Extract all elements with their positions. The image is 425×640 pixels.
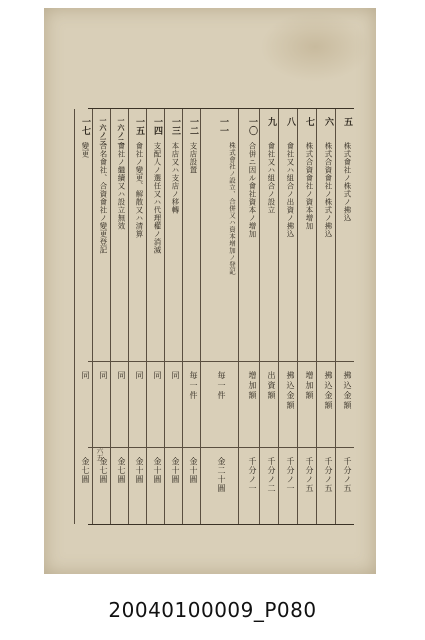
row-description: 支店設置 bbox=[189, 142, 198, 174]
table-row bbox=[335, 109, 355, 524]
row-number: 九 bbox=[266, 117, 276, 126]
row-rate: 金七圓 bbox=[117, 457, 126, 484]
row-rate: 千分ノ一 bbox=[248, 457, 257, 493]
tax-schedule-table bbox=[80, 108, 354, 525]
row-description: 會社ノ繼續又ハ設立無效 bbox=[117, 142, 126, 230]
row-number: 一七 bbox=[80, 117, 90, 135]
row-rate: 千分ノ五 bbox=[324, 457, 333, 493]
row-number: 一六ノ二 bbox=[117, 117, 126, 145]
row-unit: 同 bbox=[81, 371, 90, 381]
row-description: 會社ノ變更、解散又ハ清算 bbox=[135, 142, 144, 238]
row-number: 一〇 bbox=[247, 117, 257, 135]
row-rate: 千分ノ二 bbox=[267, 457, 276, 493]
row-rate: 金七圓 bbox=[99, 457, 108, 484]
row-unit: 同 bbox=[153, 371, 162, 381]
row-description: 支配人ノ選任又ハ代理權ノ消滅 bbox=[153, 142, 162, 254]
row-unit: 同 bbox=[135, 371, 144, 381]
row-description: 合併ニ因ル會社資本ノ增加 bbox=[248, 142, 257, 238]
table-row bbox=[164, 109, 183, 524]
row-number: 一二 bbox=[188, 117, 198, 135]
row-unit: 拂込金額 bbox=[343, 371, 352, 411]
row-description: 本店又ハ支店ノ移轉 bbox=[171, 142, 180, 214]
row-unit: 同 bbox=[99, 371, 108, 381]
row-rate: 千分ノ五 bbox=[305, 457, 314, 493]
row-number: 五 bbox=[342, 117, 352, 126]
row-number: 一六ノ三 bbox=[99, 117, 108, 145]
table-row bbox=[278, 109, 298, 524]
row-rate: 金十圓 bbox=[135, 457, 144, 484]
row-unit: 同 bbox=[117, 371, 126, 381]
row-description: 株式會社ノ設立、合併又ハ資本增加ノ登記 bbox=[228, 142, 236, 275]
row-description: 會社又ハ組合ノ出資ノ拂込 bbox=[286, 142, 295, 238]
paper-stain bbox=[260, 12, 370, 82]
row-rate: 金十圓 bbox=[171, 457, 180, 484]
row-number: 一四 bbox=[152, 117, 162, 135]
row-unit: 增加額 bbox=[305, 371, 314, 401]
row-rate: 金十圓 bbox=[189, 457, 198, 484]
row-number: 七 bbox=[304, 117, 314, 126]
row-unit: 毎一件 bbox=[217, 371, 226, 401]
page-number: 六五 bbox=[96, 447, 104, 461]
table-row bbox=[146, 109, 165, 524]
row-description: 合名會社、合資會社ノ變更登記 bbox=[99, 142, 108, 254]
row-description: 株式合資會社ノ資本增加 bbox=[305, 142, 314, 230]
row-description: 株式會社ノ株式ノ拂込 bbox=[343, 142, 352, 222]
table-row bbox=[74, 109, 93, 524]
row-rate: 金七圓 bbox=[81, 457, 90, 484]
table-row bbox=[297, 109, 317, 524]
row-unit: 拂込金額 bbox=[286, 371, 295, 411]
row-unit: 增加額 bbox=[248, 371, 257, 401]
table-row bbox=[200, 109, 239, 524]
row-rate: 金二十圓 bbox=[217, 457, 226, 493]
table-row bbox=[259, 109, 279, 524]
table-row bbox=[128, 109, 147, 524]
row-description: 會社又ハ組合ノ設立 bbox=[267, 142, 276, 214]
row-rate: 千分ノ五 bbox=[343, 457, 352, 493]
row-number: 六 bbox=[323, 117, 333, 126]
row-number: 一五 bbox=[134, 117, 144, 135]
table-row bbox=[238, 109, 260, 524]
table-row bbox=[316, 109, 336, 524]
row-description: 變更 bbox=[81, 142, 90, 158]
row-unit: 同 bbox=[171, 371, 180, 381]
row-unit: 毎一件 bbox=[189, 371, 198, 401]
table-row bbox=[110, 109, 129, 524]
row-number: 八 bbox=[285, 117, 295, 126]
image-caption: 20040100009_P080 bbox=[108, 598, 317, 622]
table-row bbox=[92, 109, 111, 524]
row-description: 株式合資會社ノ株式ノ拂込 bbox=[324, 142, 333, 238]
table-row bbox=[182, 109, 201, 524]
row-rate: 金十圓 bbox=[153, 457, 162, 484]
row-number: 一一 bbox=[218, 117, 228, 135]
row-number: 一三 bbox=[170, 117, 180, 135]
row-unit: 拂込金額 bbox=[324, 371, 333, 411]
row-rate: 千分ノ一 bbox=[286, 457, 295, 493]
row-unit: 出資額 bbox=[267, 371, 276, 401]
